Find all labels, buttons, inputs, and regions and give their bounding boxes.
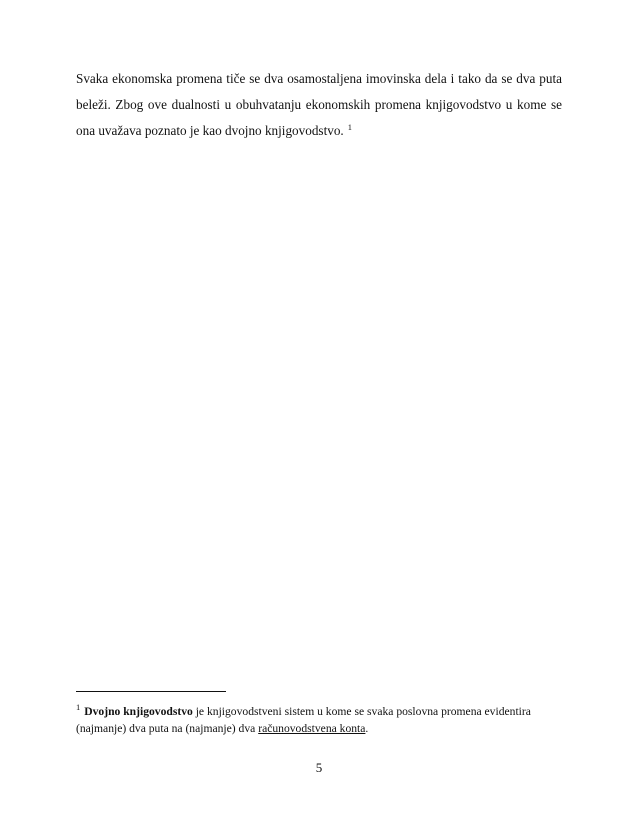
footnote-text-end: . [365, 722, 369, 735]
footnote-reference[interactable]: 1 [347, 121, 352, 132]
page-number: 5 [315, 760, 323, 775]
body-paragraph [76, 66, 562, 144]
footnote [76, 703, 562, 737]
footnote-text: je knjigovodstveni sistem u kome se svaka poslovna promena evidentira (najmanje) dva puta na (najmanje) dva [76, 705, 531, 735]
footnote-term: Dvojno knjigovodstvo [84, 705, 193, 718]
footnote-marker: 1 [76, 702, 81, 713]
footnote-separator [76, 691, 226, 692]
footnote-link[interactable]: računovodstvena konta [258, 722, 366, 735]
body-text [76, 66, 562, 144]
body-paragraph-text: Svaka ekonomska promena tiče se dva osamostaljena imovinska dela i tako da se dva puta beleži. Zbog ove dualnosti u obuhvatanju ekonomskih promena knjigovodstvo u kome se ona uvažava poznato je kao dvojno knjigovodstvo. [76, 71, 562, 138]
footnote-paragraph [76, 703, 562, 737]
